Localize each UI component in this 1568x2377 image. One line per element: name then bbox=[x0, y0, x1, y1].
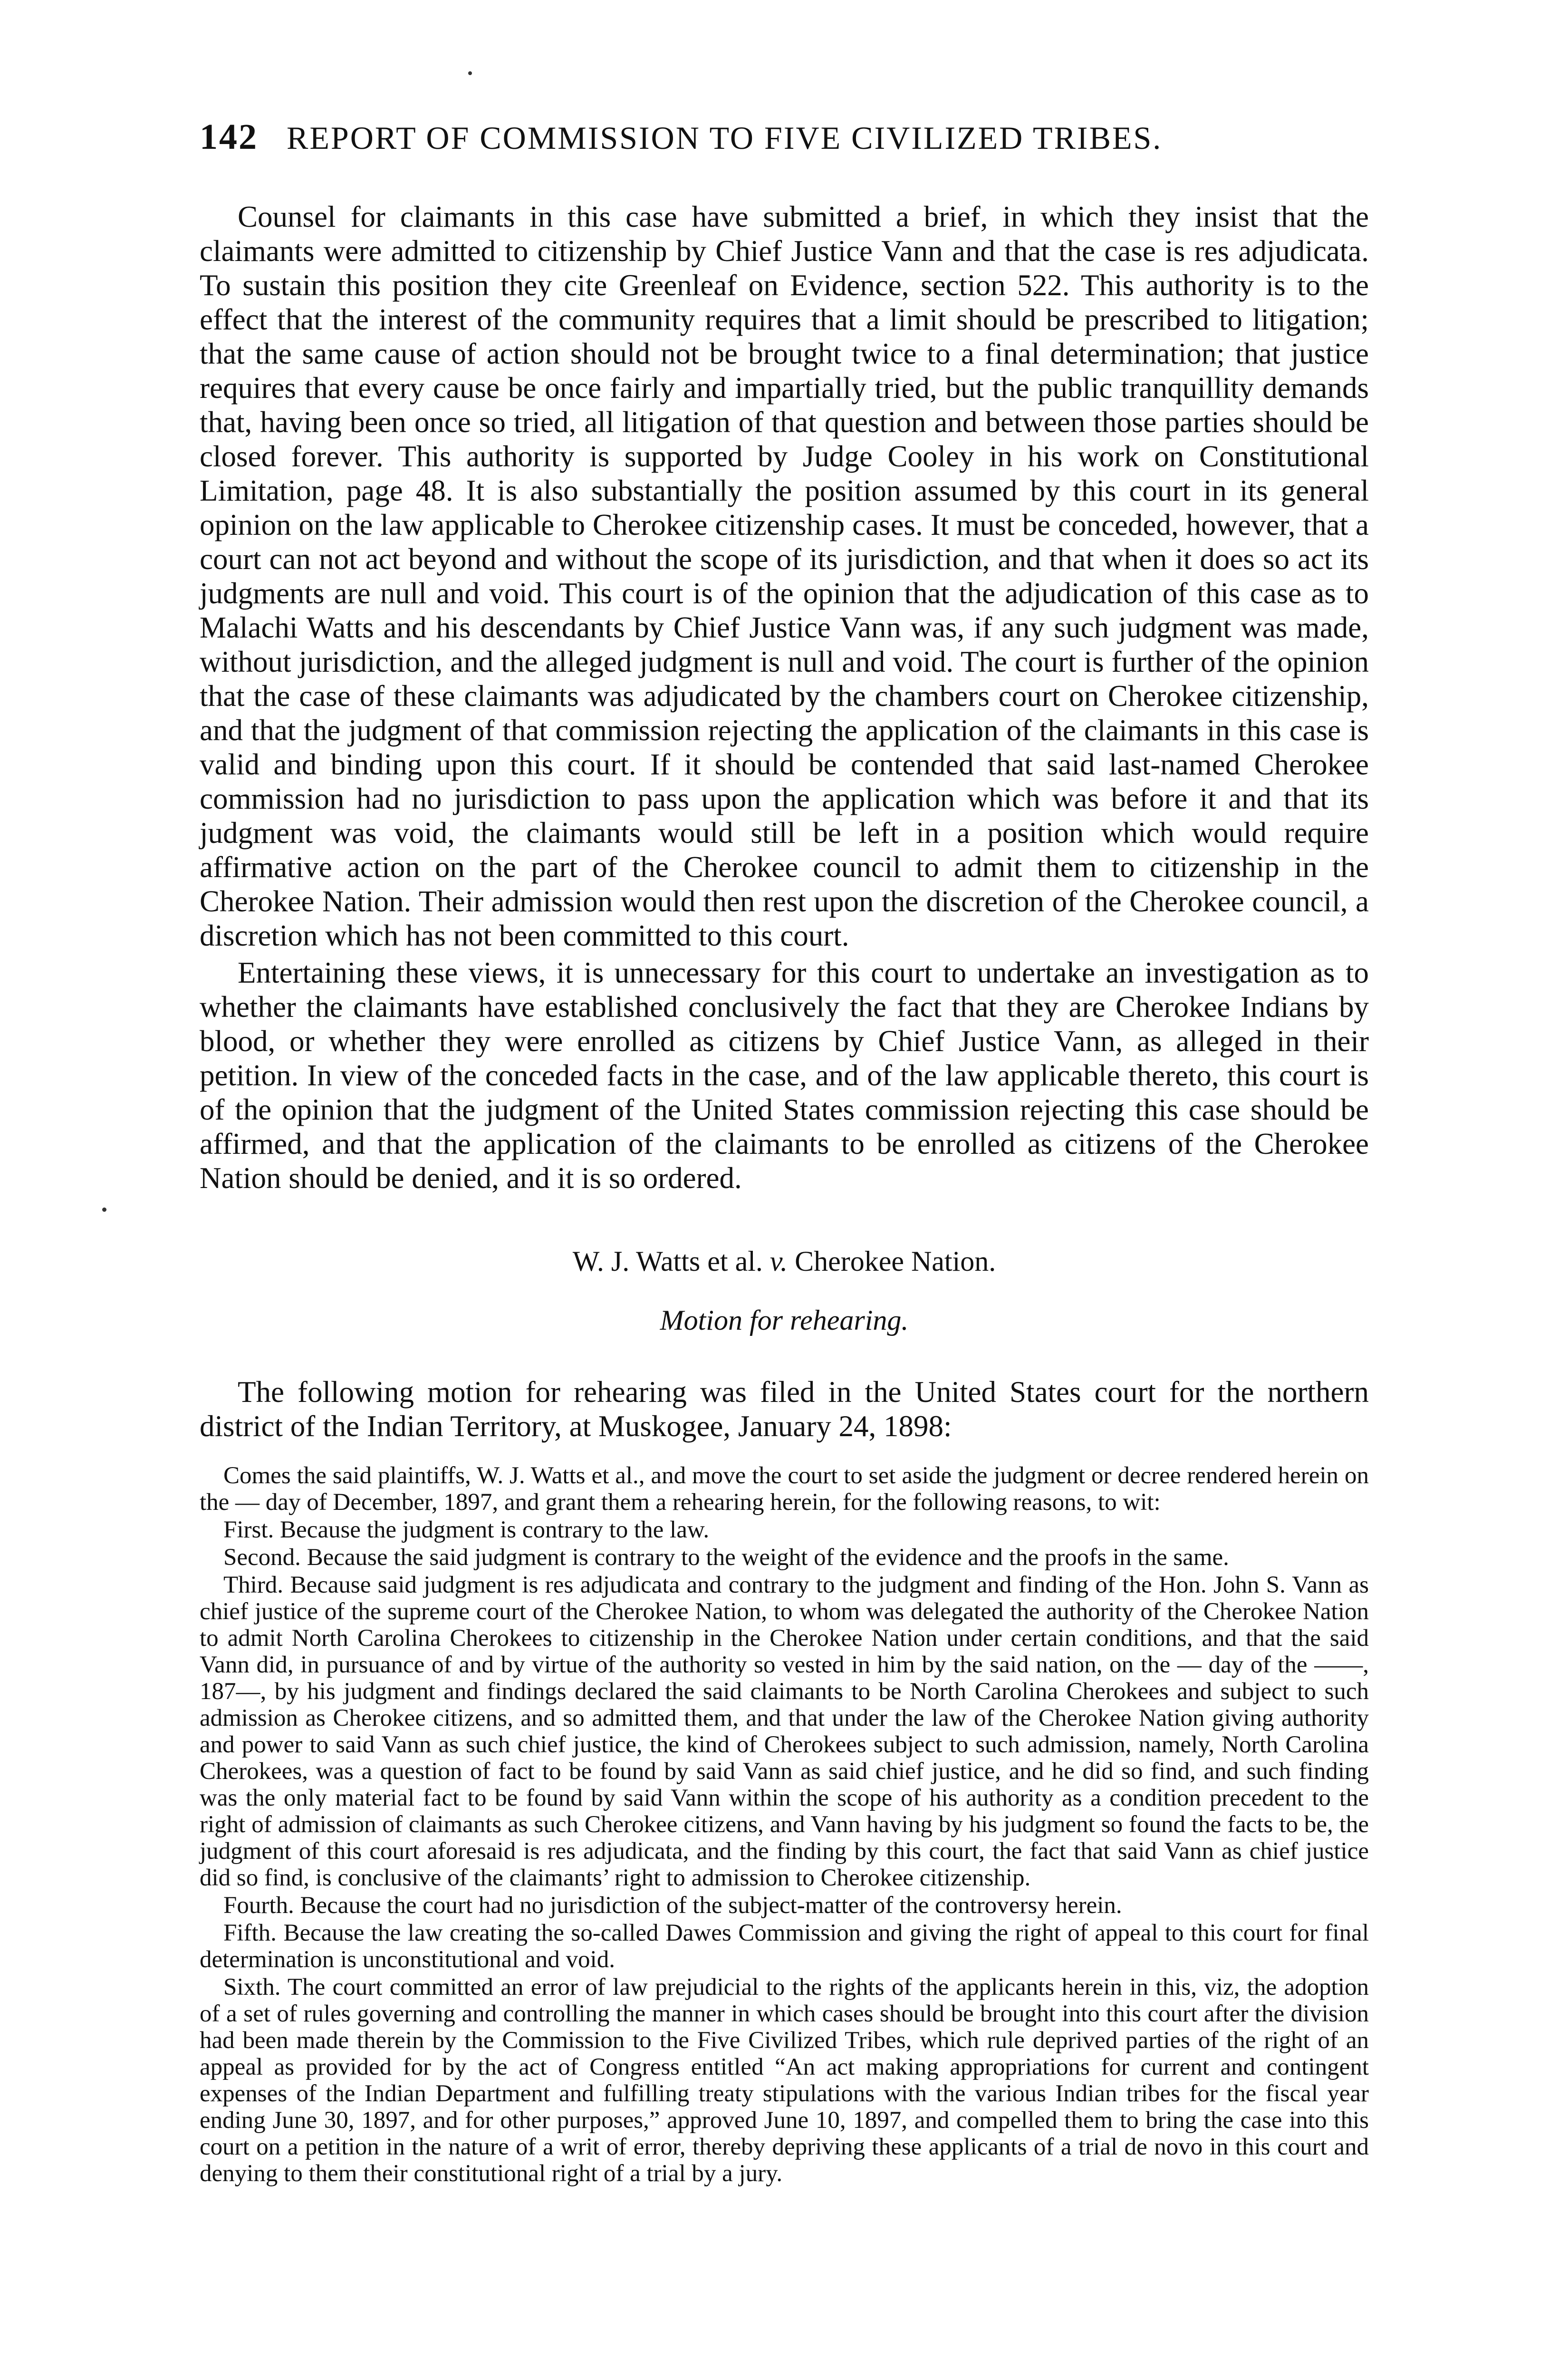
scan-speck bbox=[468, 71, 472, 75]
running-title: REPORT OF COMMISSION TO FIVE CIVILIZED TRIBES. bbox=[287, 120, 1163, 156]
motion-text bbox=[200, 1462, 1369, 2187]
case-caption-parties: W. J. Watts et al. bbox=[572, 1246, 770, 1277]
motion-paragraph: Fourth. Because the court had no jurisdiction of the subject-matter of the controversy herein. bbox=[223, 1892, 1122, 1919]
motion-paragraph: Fifth. Because the law creating the so-called Dawes Commission and giving the right of appeal to this court for final determination is unconstitutional and void. bbox=[200, 1920, 1369, 1973]
motion-paragraph: First. Because the judgment is contrary to the law. bbox=[223, 1517, 710, 1543]
page-body bbox=[200, 200, 1369, 2187]
section-subheading: Motion for rehearing. bbox=[660, 1304, 909, 1336]
motion-paragraph: Sixth. The court committed an error of law prejudicial to the rights of the applicants herein in this, viz, the adoption of a set of rules governing and controlling the manner in which cases should be brought into this court after the division had been made therein by the Commission to the Five Civilized Tribes, which rule deprived parties of the right of an appeal as provided for by the act of Congress entitled “An act making appropriations for current and contingent expenses of the Indian Department and fulfilling treaty stipulations with the various Indian tribes for the fiscal year ending June 30, 1897, and for other purposes,” approved June 10, 1897, and compelled them to bring the case into this court on a petition in the nature of a writ of error, thereby depriving these applicants of a trial de novo in this court and denying to them their constitutional right of a trial by a jury. bbox=[200, 1974, 1369, 2187]
opinion-paragraph: Counsel for claimants in this case have submitted a brief, in which they insist that the claimants were admitted to citizenship by Chief Justice Vann and that the case is res adjudicata. To sustain this position they cite Greenleaf on Evidence, section 522. This authority is to the effect that the interest of the community requires that a limit should be prescribed to litigation; that the same cause of action should not be brought twice to a final determination; that justice requires that every cause be once fairly and impartially tried, but the public tranquillity demands that, having been once so tried, all litigation of that question and between those parties should be closed forever. This authority is supported by Judge Cooley in his work on Constitutional Limitation, page 48. It is also substantially the position assumed by this court in its general opinion on the law applicable to Cherokee citizenship cases. It must be conceded, however, that a court can not act beyond and without the scope of its jurisdiction, and that when it does so act its judgments are null and void. This court is of the opinion that the adjudication of this case as to Malachi Watts and his descendants by Chief Justice Vann was, if any such judgment was made, without jurisdiction, and the alleged judgment is null and void. The court is further of the opinion that the case of these claimants was adjudicated by the chambers court on Cherokee citizenship, and that the judgment of that commission rejecting the application of the claimants in this case is valid and binding upon this court. If it should be contended that said last-named Cherokee commission had no jurisdiction to pass upon the application which was before it and that its judgment was void, the claimants would still be left in a position which would require affirmative action on the part of the Cherokee council to admit them to citizenship in the Cherokee Nation. Their admission would then rest upon the discretion of the Cherokee council, a discretion which has not been committed to this court. bbox=[200, 200, 1369, 952]
motion-intro: The following motion for rehearing was filed in the United States court for the northern district of the Indian Territory, at Muskogee, January 24, 1898: bbox=[200, 1375, 1369, 1443]
scan-speck bbox=[102, 1208, 106, 1212]
motion-paragraph: Comes the said plaintiffs, W. J. Watts et al., and move the court to set aside the judgment or decree rendered herein on the — day of December, 1897, and grant them a rehearing herein, for the following reasons, to wit: bbox=[200, 1462, 1369, 1516]
opinion-paragraph: Entertaining these views, it is unnecessary for this court to undertake an investigation as to whether the claimants have established conclusively the fact that they are Cherokee Indians by blood, or whether they were enrolled as citizens by Chief Justice Vann, as alleged in their petition. In view of the conceded facts in the case, and of the law applicable thereto, this court is of the opinion that the judgment of the United States commission rejecting this case should be affirmed, and that the application of the claimants to be enrolled as citizens of the Cherokee Nation should be denied, and it is so ordered. bbox=[200, 956, 1369, 1195]
case-caption bbox=[200, 1245, 1369, 1278]
case-caption-respondent: Cherokee Nation. bbox=[788, 1246, 996, 1277]
page-header bbox=[200, 116, 1350, 158]
case-caption-versus: v. bbox=[770, 1246, 788, 1277]
motion-paragraph: Second. Because the said judgment is contrary to the weight of the evidence and the proofs in the same. bbox=[223, 1544, 1229, 1571]
page-number: 142 bbox=[200, 117, 258, 157]
motion-paragraph: Third. Because said judgment is res adjudicata and contrary to the judgment and finding of the Hon. John S. Vann as chief justice of the supreme court of the Cherokee Nation, to whom was delegated the authority of the Cherokee Nation to admit North Carolina Cherokees to citizenship in the Cherokee Nation under certain conditions, and that the said Vann did, in pursuance of and by virtue of the authority so vested in him by the said nation, on the — day of the ——, 187—, by his judgment and findings declared the said claimants to be North Carolina Cherokees and subject to such admission as Cherokee citizens, and so admitted them, and that under the law of the Cherokee Nation giving authority and power to said Vann as such chief justice, the kind of Cherokees subject to such admission, namely, North Carolina Cherokees, was a question of fact to be found by said Vann as said chief justice, and he did so find, and such finding was the only material fact to be found by said Vann within the scope of his authority as a condition precedent to the right of admission of claimants as such Cherokee citizens, and Vann having by his judgment so found the facts to be, the judgment of this court aforesaid is res adjudicata, and the finding by this court, the fact that said Vann as chief justice did so find, is conclusive of the claimants’ right to admission to Cherokee citizenship. bbox=[200, 1572, 1369, 1891]
